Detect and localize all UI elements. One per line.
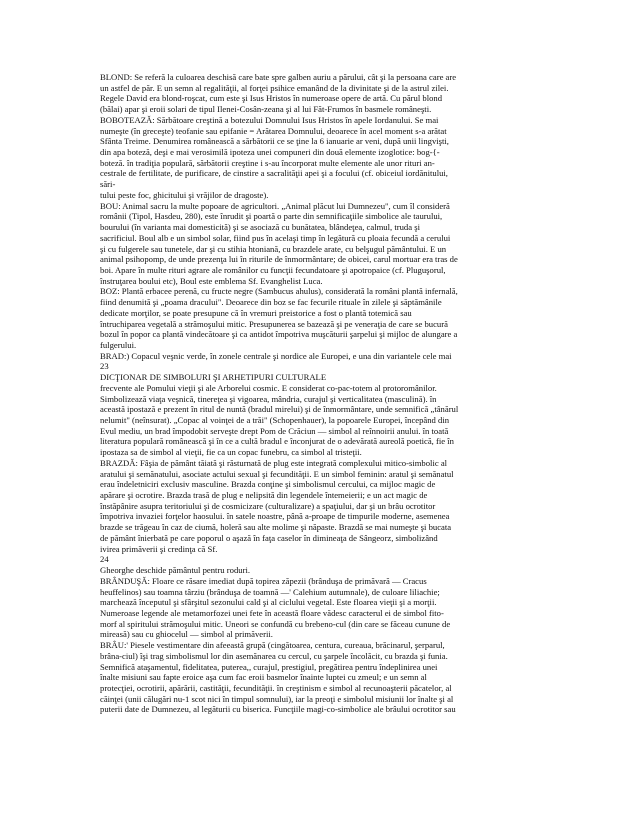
text-line: 23 — [100, 361, 109, 372]
text-line: întruchiparea vegetală a strămoşului mitic. Presupunerea se bazează şi pe veneraţia de care se bucură — [100, 318, 448, 329]
text-line: de pământ înierbată pe care poporul o aşază în faţa caselor în dimineaţa de Sângeorz, simbolizând — [100, 532, 438, 543]
text-line: sacrificiul. Boul alb e un simbol solar, fiind pus în acelaşi timp în legătură cu ploaia fecundă a cerului — [100, 232, 451, 243]
text-line: BRÂNDUŞĂ: Floare ce răsare imediat după topirea zăpezii (brânduşa de primăvară — Cracus — [100, 575, 427, 586]
text-line: BOZ: Plantă erbacee perenă, cu fructe negre (Sambucus ahulus), considerată la români plantă infernală, — [100, 286, 458, 297]
text-line: aratului şi semănatului, asociate actului sexual şi fecundităţii. E un simbol feminin: aratul şi semănatul — [100, 468, 454, 479]
text-line: Gheorghe deschide pământul pentru roduri. — [100, 565, 251, 576]
text-line: brazde se trăgeau în caz de ciumă, holeră sau alte molime şi năpaste. Brazdă se mai numeşte şi bucata — [100, 522, 452, 533]
text-line: DICŢIONAR DE SIMBOLURI ŞI ARHETIPURI CULTURALE — [100, 372, 327, 383]
text-line: numeşte (în greceşte) teofanie sau epifanie = Arătarea Domnului, deoarece în acel moment s-a arătat — [100, 125, 447, 136]
text-line: căinţei (unii călugări nu-1 scot nici în timpul somnului), iar la preoţi e simbolul misiunii lor înalte şi al — [100, 693, 454, 704]
text-line: marchează începutul şi sfârşitul sezonului cald şi al ciclului vegetal. Este floarea vieţii şi a morţii. — [100, 597, 437, 608]
text-line: nelumit" (neînsurat). „Copac al voinţei de a trăi" (Schopenhauer), la popoarele Europei, începând din — [100, 415, 450, 425]
text-line: un astfel de păr. E un semn al regalităţii, al forţei psihice emanând de la divinitate şi de la astrul zilei. — [100, 82, 449, 93]
text-line: BRÂU:' Piesele vestimentare din afeeastă grupă (cingătoarea, centura, cureaua, brăcinarul, şerparul, — [100, 640, 445, 651]
text-line: fiind denumită şi „poama dracului". Deoarece din boz se fac fecurile rituale în zilele şi săptămânile — [100, 297, 442, 308]
text-line: erau îndeletniciri exclusiv masculine. Brazda conţine şi simbolismul cercului, ca mijloc magic de — [100, 479, 436, 490]
text-line: sări- — [100, 179, 116, 190]
text-line: Numeroase legende ale metamorfozei unei fete în această floare vădesc caracterul ei de simbol fito- — [100, 607, 444, 618]
text-line: românii (Tipol, Hasdeu, 280), este înrudit şi poartă o parte din semnificaţiile simbolice ale taurului, — [100, 211, 443, 222]
text-line: bourului (în varianta mai domesticită) şi se asociază cu bunătatea, blândeţea, calmul, truda şi — [100, 222, 420, 233]
text-line: şi cu fulgerele sau tunetele, dar şi cu stihia htoniană, cu brazdele arate, cu belşugul pământului. E un — [100, 243, 447, 254]
text-line: înstăpânire asupra teritoriului şi de cosmicizare (culturalizare) a spaţiului, dar şi un brâu ocrotitor — [100, 500, 436, 511]
text-line: din apa boteză, deşi e mai verosimilă ipoteza unei compuneri din două elemente izoglotice: bog-{- — [100, 147, 440, 158]
text-line: cestrale de fertilitate, de purificare, de cinstire a sacralităţii apei şi a focului (cf. obiceiul iordănitului, — [100, 168, 448, 179]
text-line: Evul mediu, un brad împodobit serveşte drept Pom de Crăciun — simbol al reînnoirii anului. în toată — [100, 425, 449, 436]
text-line: animal psihopomp, de unde prezenţa lui în riturile de înmormântare; de obicei, carul mortuar era tras de — [100, 254, 458, 265]
text-line: dedicate morţilor, se poate presupune că în vremuri preistorice a fost o plantă totemică sau — [100, 307, 412, 318]
text-line: ivirea primăverii şi credinţa că Sf. — [100, 543, 218, 554]
text-line: această ipostază e prezent în ritul de nuntă (bradul mirelui) şi de înmormântare, unde semnifică „tânărul — [100, 404, 459, 415]
text-line: heuffelinos) sau toamna târziu (brânduşa de toamnă —' Calehium autumnale), de culoare liliachie; — [100, 586, 440, 597]
text-line: apărare şi ocrotire. Brazda trasă de plug e nelipsită din legendele întemeierii; e un act magic de — [100, 490, 428, 501]
text-line: frecvente ale Pomului vieţii şi ale Arborelui cosmic. E considerat co-pac-totem al protoromânilor. — [100, 382, 437, 393]
text-line: mireasă) sau cu ghiocelul — simbol al primăverii. — [100, 629, 273, 640]
text-line: 24 — [100, 554, 109, 565]
text-line: Semnifică ataşamentul, fidelitatea, puterea,, curajul, prestigiul, pregătirea pentru îndeplinirea unei — [100, 661, 438, 672]
text-line: BRAZDĂ: Fâşia de pământ tăiată şi răsturnată de plug este integrată complexului mitico-simbolic al — [100, 457, 448, 468]
text-line: Simbolizează viaţa veşnică, tinereţea şi vigoarea, mândria, curajul şi verticalitatea (masculină). în — [100, 393, 437, 404]
text-line: Sfânta Treime. Denumirea românească a sărbătorii ce se ţine la 6 ianuarie ar veni, după unii lingvişti, — [100, 136, 449, 147]
text-line: boi. Apare în multe rituri agrare ale românilor cu funcţii fecundatoare şi apotropaice (cf. Pluguşorul, — [100, 264, 446, 275]
text-line: BOBOTEAZĂ: Sărbătoare creştină a botezului Domnului Isus Hristos în apele Iordanului. Se mai — [100, 114, 439, 125]
text-line: BRAD:) Copacul veşnic verde, în zonele centrale şi nordice ale Europei, e una din variantele cele mai — [100, 350, 452, 361]
text-line: ipostaza sa de simbol al vieţii, fie ca un copac funebru, ca simbol al tristeţii. — [100, 447, 362, 458]
text-line: puterii date de Dumnezeu, al legăturii cu biserica. Funcţiile magi-co-simbolice ale brâului ocrotitor sau — [100, 704, 456, 715]
text-line: înstruţarea boului etc), Boul este emblema Sf. Evanghelist Luca. — [100, 275, 323, 286]
text-line: înalte misiuni sau fapte eroice aşa cum fac eroii basmelor înainte luptei cu zmeul; e un semn al — [100, 672, 427, 683]
text-line: bozul în popor ca plantă vindecătoare şi ca antidot împotriva muşcăturii şarpelui şi mijloc de alungare a — [100, 329, 458, 340]
text-line: împotriva invaziei forţelor haosului. în satele noastre, până a-proape de timpurile moderne, asemenea — [100, 511, 450, 522]
text-line: BLOND: Se referă la culoarea deschisă care bate spre galben auriu a părului, cât şi la persoana care are — [100, 72, 457, 82]
text-line: Regele David era blond-roşcat, cum este şi Isus Hristos în numeroase opere de artă. Cu părul blond — [100, 93, 443, 104]
text-line: boteză. în tradiţia populară, sărbătorii creştine i s-au încorporat multe elemente ale unor rituri an- — [100, 157, 435, 168]
text-line: fulgerului. — [100, 339, 137, 350]
text-line: morf al spiritului strămoşului mitic. Uneori se confundă cu brebeno-cul (din care se făceau cunune de — [100, 618, 451, 629]
text-line: tului peste foc, ghicitului şi vrăjilor de dragoste). — [100, 189, 269, 200]
text-line: (bălai) apar şi eroii solari de tipul Ilenei-Cosân-zeana şi al lui Făt-Frumos în basmele româneşti. — [100, 104, 432, 115]
document-page — [100, 72, 530, 715]
text-line: BOU: Animal sacru la multe popoare de agricultori. „Animal plăcut lui Dumnezeu", cum îl consideră — [100, 200, 450, 211]
text-line: protecţiei, ocrotirii, apărării, castităţii, fecundităţii. în creştinism e simbol al recunoaşterii păcatelor, al — [100, 682, 452, 693]
text-line: literatura populară românească şi în ce a cultă bradul e înconjurat de o adevărată aureolă poetică, fie în — [100, 436, 454, 447]
text-line: brâna-ciul) îşi trag simbolismul lor din asemănarea cu cercul, cu şarpele încolăcit, cu brazda şi funia. — [100, 650, 448, 661]
